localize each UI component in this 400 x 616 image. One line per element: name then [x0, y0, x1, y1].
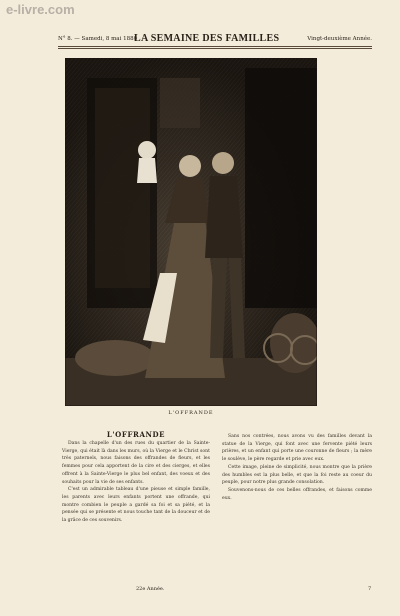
footer-year: 22e Année. [136, 586, 165, 592]
article-right-column [222, 433, 372, 502]
paragraph: Souvenons-nous de ces belles offrandes, et faisons comme eux. [222, 487, 372, 501]
paragraph: Cette image, pleine de simplicité, nous montre que la prière des humbles est la plus belle, et que la foi reste au coeur du peuple, pour notre plus grande consolation. [222, 464, 372, 486]
watermark-logo: e-livre.com [6, 2, 75, 17]
header-rule-thin [58, 48, 372, 49]
header-rule [58, 46, 372, 47]
article-left-column [62, 440, 210, 525]
journal-title: LA SEMAINE DES FAMILLES [134, 33, 280, 44]
year-info: Vingt-deuxième Année. [307, 36, 372, 42]
page-number: 7 [368, 586, 372, 592]
running-header [58, 33, 372, 45]
engraving-caption: L'OFFRANDE [168, 410, 214, 416]
engraving-picture [65, 58, 317, 406]
paragraph: Sans nos contrées, nous avons vu des familles devant la statue de la Vierge, qui font avec une fervente piété leurs prières, et un enfant qui porte une couronne de fleurs ; la mère le soulève, le père regarde et prie avec eux. [222, 434, 372, 463]
article-title: L'OFFRANDE [106, 430, 166, 439]
paragraph: Dans la chapelle d'un des rues du quartier de la Sainte-Vierge, qui était là dans les murs, où la Vierge et le Christ sont très paternels, nous faisons des offrandes de fleurs, et les femmes pour cela apportent de la cire et des cierges, et elles offrent à la Sainte-Vierge le plus bel enfant, des voeux et des souhaits pour la vie de ses enfants. [62, 441, 210, 485]
paragraph: C'est un admirable tableau d'une pieuse et simple famille, les parents avec leurs enfants portent une offrande, qui montre combien le peuple a gardé sa foi et sa piété, et la pensée qui se présente et nous touche tant de la douceur et de la grâce de ces souvenirs. [62, 487, 210, 524]
engraving-illustration [65, 58, 317, 406]
issue-info: N° 8. — Samedi, 8 mai 1880 [58, 36, 138, 42]
